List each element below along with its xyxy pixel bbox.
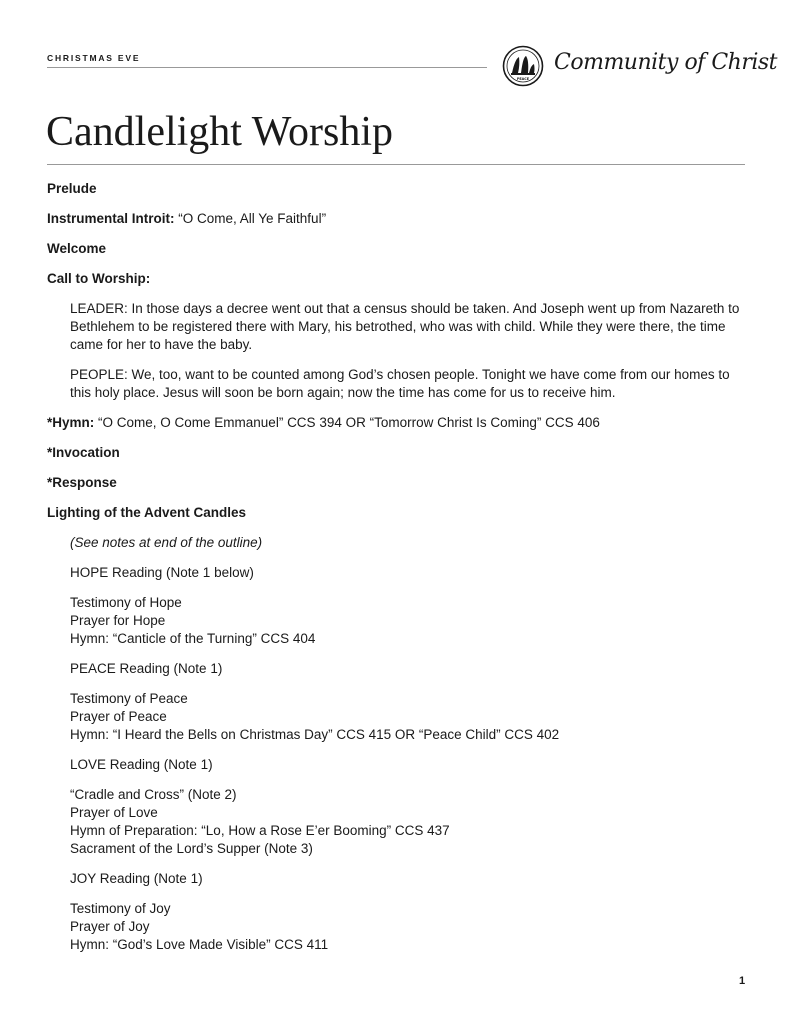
worship-outline (47, 180, 747, 966)
love-block (70, 786, 747, 858)
peace-line: Prayer of Peace (70, 709, 167, 724)
introit-value: “O Come, All Ye Faithful” (174, 211, 327, 226)
love-line: Sacrament of the Lord’s Supper (Note 3) (70, 841, 313, 856)
love-line: Prayer of Love (70, 805, 158, 820)
peace-reading: PEACE Reading (Note 1) (70, 661, 223, 676)
title-divider (47, 164, 745, 165)
page-number: 1 (739, 975, 746, 987)
welcome-heading: Welcome (47, 241, 107, 256)
prelude-heading: Prelude (47, 181, 97, 196)
joy-line: Hymn: “God’s Love Made Visible” CCS 411 (70, 937, 329, 952)
introit-label: Instrumental Introit: (47, 211, 175, 226)
peace-line: Hymn: “I Heard the Bells on Christmas Day” CCS 415 OR “Peace Child” CCS 402 (70, 727, 560, 742)
love-line: Hymn of Preparation: “Lo, How a Rose E’er Booming” CCS 437 (70, 823, 450, 838)
seal-text: PEACE (516, 77, 530, 81)
hope-line: Prayer for Hope (70, 613, 166, 628)
joy-line: Testimony of Joy (70, 901, 171, 916)
header-divider (47, 67, 487, 68)
people-paragraph: PEOPLE: We, too, want to be counted among God’s chosen people. Tonight we have come from our homes to this holy place. Jesus will soon be born again; now the time has come for us to receive him. (70, 367, 730, 400)
joy-line: Prayer of Joy (70, 919, 150, 934)
call-to-worship-heading: Call to Worship: (47, 271, 151, 286)
peace-block (70, 690, 747, 744)
response-heading: *Response (47, 475, 117, 490)
hymn-label: *Hymn: (47, 415, 95, 430)
invocation-heading: *Invocation (47, 445, 120, 460)
love-reading: LOVE Reading (Note 1) (70, 757, 213, 772)
hymn-value: “O Come, O Come Emmanuel” CCS 394 OR “Tomorrow Christ Is Coming” CCS 406 (94, 415, 600, 430)
page-title: Candlelight Worship (46, 109, 393, 155)
hope-line: Testimony of Hope (70, 595, 182, 610)
introit-item (47, 210, 747, 228)
advent-note: (See notes at end of the outline) (70, 535, 263, 550)
peace-seal-icon (502, 45, 544, 87)
section-label: CHRISTMAS EVE (47, 53, 141, 63)
hope-line: Hymn: “Canticle of the Turning” CCS 404 (70, 631, 316, 646)
peace-line: Testimony of Peace (70, 691, 188, 706)
hope-block (70, 594, 747, 648)
hymn-item (47, 414, 747, 432)
community-of-christ-logo (502, 45, 778, 89)
leader-paragraph: LEADER: In those days a decree went out that a census should be taken. And Joseph went up from Nazareth to Bethlehem to be registered there with Mary, his betrothed, who was with child. While they were there, the time came for her to have the baby. (70, 301, 740, 352)
advent-candles-heading: Lighting of the Advent Candles (47, 505, 246, 520)
logo-wordmark: Community of Christ (554, 50, 778, 75)
hope-reading: HOPE Reading (Note 1 below) (70, 565, 254, 580)
joy-reading: JOY Reading (Note 1) (70, 871, 203, 886)
love-line: “Cradle and Cross” (Note 2) (70, 787, 237, 802)
joy-block (70, 900, 747, 954)
